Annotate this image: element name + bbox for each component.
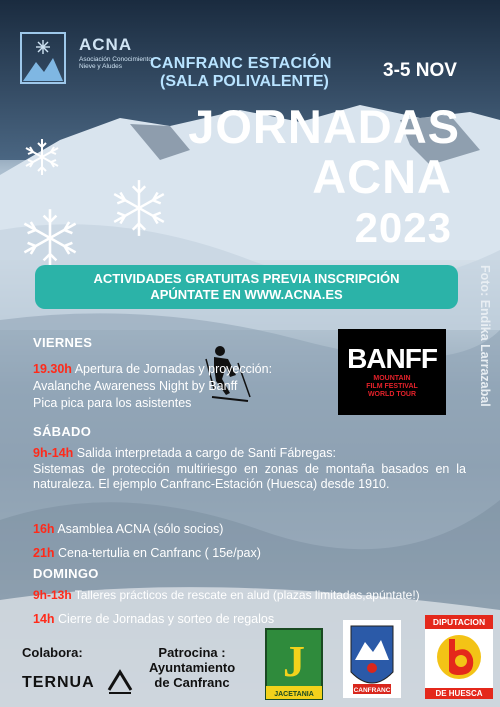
item-text: Apertura de Jornadas y proyección: [71, 362, 273, 376]
diputacion-emblem-icon [429, 631, 489, 683]
canfranc-crest-icon [343, 620, 401, 698]
time-label: 19.30h [33, 362, 72, 376]
ternua-logo-icon [106, 666, 134, 696]
item-text: Salida interpretada a cargo de Santi Fábregas: [73, 446, 336, 460]
ternua-logo-text: TERNUA [22, 674, 95, 691]
time-label: 16h [33, 522, 55, 536]
snowflake-icon [22, 137, 62, 177]
heading-sabado: SÁBADO [33, 424, 92, 439]
registration-banner [35, 265, 458, 309]
venue-line-1: CANFRANC ESTACIÓN [150, 55, 332, 72]
colabora-label: Colabora: [22, 645, 83, 660]
diputacion-huesca-logo [425, 615, 493, 699]
photo-credit [467, 265, 492, 445]
banff-logo [338, 329, 446, 415]
sabado-description: Sistemas de protección multiriesgo en zonas de montaña basados en la naturaleza. El ejemplo Canfranc-Estación (Huesca) desde 1910. [33, 462, 466, 491]
title-jornadas: JORNADAS [188, 100, 460, 153]
jacetania-crest-icon [265, 628, 323, 700]
patrocina-block [149, 645, 235, 690]
viernes-item-1 [33, 362, 272, 376]
domingo-item-2 [33, 612, 274, 626]
banff-line-1: MOUNTAIN [373, 375, 411, 382]
heading-domingo: DOMINGO [33, 566, 99, 581]
venue-line-2: (SALA POLIVALENTE) [160, 73, 329, 90]
banner-line-1: ACTIVIDADES GRATUITAS PREVIA INSCRIPCIÓN [93, 271, 400, 286]
diputacion-top-text: DIPUTACION [425, 615, 493, 629]
sabado-item-3 [33, 546, 261, 560]
sabado-item-2 [33, 522, 223, 536]
svg-text:JACETANIA: JACETANIA [274, 691, 314, 698]
banff-line-2: FILM FESTIVAL [366, 383, 418, 390]
event-dates: 3-5 NOV [383, 60, 457, 81]
acna-logo-text: ACNA [79, 35, 133, 54]
acna-logo-subtitle: Asociación Conocimiento Nieve y Aludes [79, 56, 152, 70]
heading-viernes: VIERNES [33, 335, 93, 350]
patrocina-label: Patrocina : [158, 645, 226, 660]
svg-text:J: J [283, 637, 305, 686]
snowflake-icon [18, 206, 82, 270]
item-text: Cena-tertulia en Canfranc ( 15e/pax) [54, 546, 261, 560]
viernes-item-3: Pica pica para los asistentes [33, 396, 192, 410]
svg-text:CANFRANC: CANFRANC [353, 687, 391, 694]
item-text: Talleres prácticos de rescate en alud (plazas limitadas,apúntate!) [71, 588, 420, 602]
patrocina-org-2: de Canfranc [154, 675, 230, 690]
domingo-item-1 [33, 588, 420, 602]
diputacion-bottom-text: DE HUESCA [425, 688, 493, 699]
item-text: Cierre de Jornadas y sorteo de regalos [54, 612, 275, 626]
patrocina-org-1: Ayuntamiento [149, 660, 236, 675]
banff-word: BANFF [347, 343, 437, 374]
time-label: 9h-13h [33, 588, 72, 602]
title-year: 2023 [354, 204, 452, 251]
banner-line-2[interactable]: APÚNTATE EN WWW.ACNA.ES [150, 287, 343, 302]
sabado-item-1 [33, 446, 336, 460]
snowflake-icon [108, 177, 170, 239]
item-text: Asamblea ACNA (sólo socios) [54, 522, 224, 536]
time-label: 9h-14h [33, 446, 74, 460]
svg-text:Foto: Endika Larrazabal: Foto: Endika Larrazabal [478, 265, 492, 407]
acna-logo-icon [20, 32, 66, 84]
title-acna: ACNA [312, 150, 452, 203]
time-label: 21h [33, 546, 55, 560]
banff-line-3: WORLD TOUR [367, 391, 417, 398]
viernes-item-2: Avalanche Awareness Night by Banff [33, 379, 238, 393]
time-label: 14h [33, 612, 55, 626]
